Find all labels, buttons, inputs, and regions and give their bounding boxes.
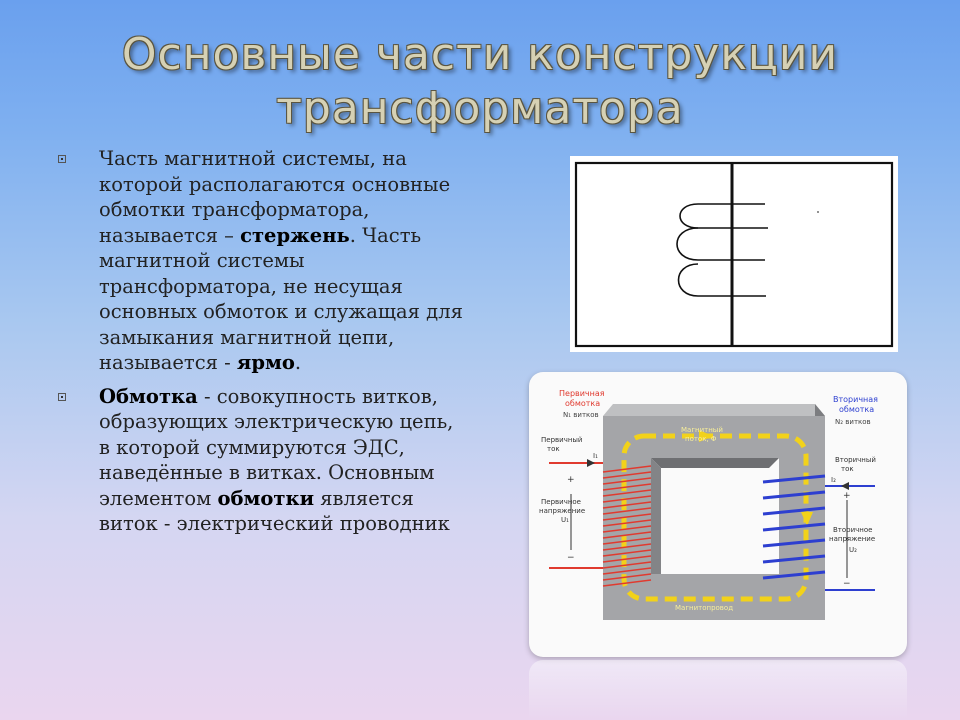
secondary-winding-label: обмотка bbox=[839, 405, 875, 414]
secondary-turns-label: N₂ витков bbox=[835, 418, 871, 426]
bullet-square-icon bbox=[58, 155, 66, 163]
primary-current-symbol: I₁ bbox=[593, 452, 598, 460]
core-frame-outline bbox=[576, 163, 892, 346]
transformer-diagram bbox=[529, 372, 907, 657]
secondary-current-arrow-icon bbox=[841, 482, 849, 490]
title-line-1: Основные части конструкции bbox=[121, 29, 839, 80]
bullet-text-1 bbox=[99, 147, 463, 374]
primary-plus-sign: + bbox=[567, 475, 575, 485]
primary-voltage-label: напряжение bbox=[539, 507, 586, 515]
coil-turn-2 bbox=[677, 228, 765, 260]
term-yoke: ярмо bbox=[236, 351, 295, 374]
flux-label: поток, Φ bbox=[685, 435, 717, 443]
secondary-minus-sign: − bbox=[843, 579, 851, 589]
core-coil-sketch bbox=[570, 156, 898, 352]
coil-turn-3 bbox=[679, 264, 767, 296]
secondary-voltage-label: напряжение bbox=[829, 535, 876, 543]
primary-winding-label: обмотка bbox=[565, 399, 601, 408]
text-segment: . bbox=[294, 351, 302, 374]
text-segment: является виток - электрический проводник bbox=[99, 486, 450, 535]
primary-current-label: Первичный bbox=[541, 436, 583, 444]
term-winding-genitive: обмотки bbox=[217, 486, 315, 510]
core-front-face bbox=[603, 416, 825, 620]
text-segment: Часть магнитной системы, на которой располагаются основные обмотки трансформатора, называется – bbox=[99, 147, 451, 247]
primary-winding-label: Первичная bbox=[559, 389, 605, 398]
bullet-list bbox=[58, 146, 468, 545]
coil-turn-1 bbox=[680, 204, 768, 228]
secondary-voltage-symbol: U₂ bbox=[849, 546, 857, 554]
bullet-square-icon bbox=[58, 393, 66, 401]
primary-current-label: ток bbox=[547, 445, 560, 453]
text-segment: . Часть магнитной системы трансформатора, не несущая основных обмоток и служащая для замыкания магнитной цепи, называется - bbox=[99, 223, 463, 374]
text-segment: - совокупность витков, образующих электрическую цепь, в которой суммируются ЭДС, наведённые в витках. Основным элементом bbox=[99, 384, 454, 510]
bullet-item-core-yoke bbox=[58, 146, 468, 376]
secondary-winding-label: Вторичная bbox=[833, 395, 878, 404]
primary-turns-label: N₁ витков bbox=[563, 411, 599, 419]
core-window-inner-top bbox=[651, 458, 779, 468]
core-top-face bbox=[603, 404, 825, 416]
card-reflection bbox=[529, 660, 907, 720]
secondary-current-label: Вторичный bbox=[835, 456, 876, 464]
primary-voltage-symbol: U₁ bbox=[561, 516, 569, 524]
primary-current-arrow-icon bbox=[587, 459, 595, 467]
transformer-diagram-card bbox=[529, 372, 907, 657]
primary-voltage-label: Первичное bbox=[541, 498, 581, 506]
term-core: стержень bbox=[240, 223, 350, 247]
term-winding: Обмотка bbox=[99, 384, 198, 408]
secondary-current-symbol: I₂ bbox=[831, 476, 836, 484]
flux-label: Магнитный bbox=[681, 426, 723, 434]
core-label: Магнитопровод bbox=[675, 604, 734, 612]
bullet-item-winding bbox=[58, 384, 468, 537]
core-coil-sketch-drawing bbox=[570, 156, 898, 352]
core-window-inner-left bbox=[651, 458, 661, 574]
primary-minus-sign: − bbox=[567, 553, 575, 563]
bullet-text-2 bbox=[99, 385, 453, 536]
title-line-2: трансформатора bbox=[276, 83, 684, 134]
secondary-current-label: ток bbox=[841, 465, 854, 473]
secondary-voltage-label: Вторичное bbox=[833, 526, 873, 534]
dust-dot bbox=[817, 211, 819, 213]
secondary-plus-sign: + bbox=[843, 491, 851, 501]
slide-title bbox=[0, 28, 960, 136]
